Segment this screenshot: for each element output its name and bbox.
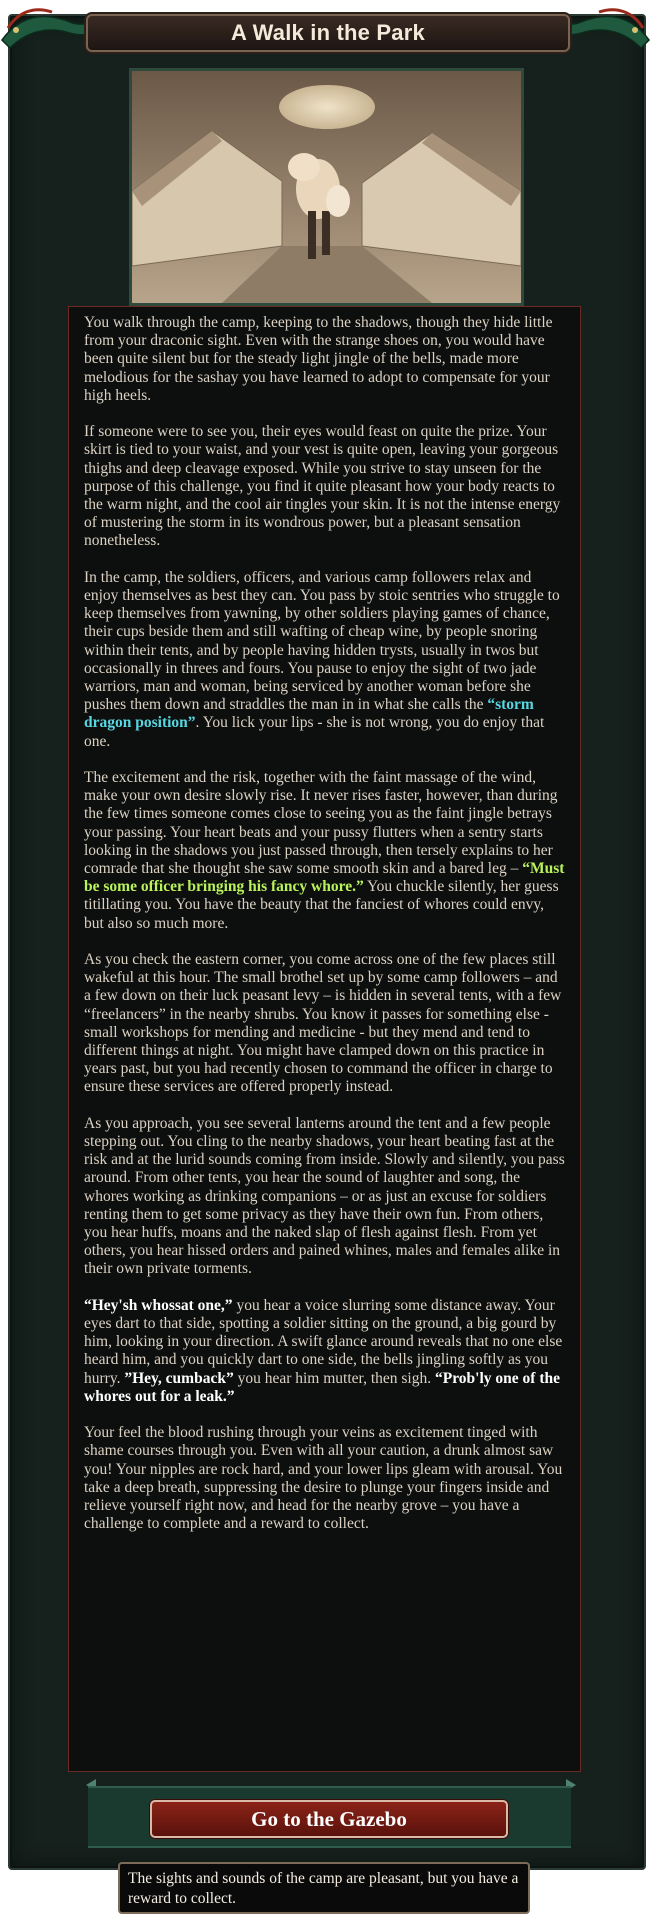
story-text: If someone were to see you, their eyes would feast on quite the prize. Your skirt is tied to your waist, and your vest is quite open, leaving your gorgeous thighs and deep cleavage exposed. While you strive to stay unseen for the purpose of this challenge, you find it quite pleasant how your body reacts to the warm night, and the cool air tingles your skin. It is not the intense energy of mustering the storm in its wondrous power, but a pleasant sensation nonetheless. xyxy=(84,423,561,550)
story-text: you hear him mutter, then sigh. xyxy=(233,1369,435,1387)
story-text: . You lick your lips - she is not wrong, you do enjoy that one. xyxy=(84,714,545,750)
dragon-ornament-left-icon xyxy=(0,0,100,52)
story-text: You walk through the camp, keeping to the shadows, though they hide little from your draconic sight. Even with the strange shoes on, you would have been quite silent but for the steady light jingle of the bells, made more melodious for the sashay you have learned to adopt to compensate for your high heels. xyxy=(84,314,553,404)
story-paragraph xyxy=(84,1297,565,1406)
story-paragraph xyxy=(84,423,565,550)
story-paragraph xyxy=(84,951,565,1097)
dialogue-quote: “Hey'sh whossat one,” xyxy=(84,1296,233,1314)
story-text: You chuckle silently, her guess titillating you. You have the beauty that the fanciest of whores could envy, but also so much more. xyxy=(84,878,559,932)
title-bar xyxy=(86,14,570,52)
dialogue-quote: ”Hey, cumback” xyxy=(124,1369,234,1387)
option-tooltip: The sights and sounds of the camp are pleasant, but you have a reward to collect. xyxy=(118,1862,530,1914)
story-text-panel xyxy=(68,306,581,1772)
story-paragraph xyxy=(84,314,565,405)
go-to-gazebo-button[interactable] xyxy=(150,1800,508,1838)
moonlit-camp-illustration-icon xyxy=(132,71,521,303)
story-text: As you approach, you see several lanterns around the tent and a few people stepping out. You cling to the nearby shadows, your heart beating fast at the risk and at the lurid sounds coming from inside. Slowly and silently, you pass around. From other tents, you hear the sound of laughter and song, the whores working as drinking companions – or as just an excuse for soldiers renting them to get some privacy as they have their own fun. From others, you hear huffs, moans and the naked slap of flesh against flesh. From yet others, you hear hissed orders and pained whines, males and females alike in their own private torments. xyxy=(84,1114,565,1278)
story-paragraph xyxy=(84,1424,565,1533)
option-label: Go to the Gazebo xyxy=(251,1806,407,1831)
dialogue-quote: “Prob'ly one of the whores out for a leak.” xyxy=(84,1369,560,1405)
story-text: you hear a voice slurring some distance away. Your eyes dart to that side, spotting a soldier sitting on the ground, a big gourd by him, looking in your direction. A swift glance around reveals that no one else heard him, and you quickly dart to one side, the bells jingling softly as you hurry. xyxy=(84,1296,563,1387)
story-paragraph xyxy=(84,569,565,751)
story-text: The excitement and the risk, together with the faint massage of the wind, make your own desire slowly rise. It never rises faster, however, than during the few times someone comes close to seeing you as the faint jingle betrays your passing. Your heart beats and your pussy flutters when a sentry starts looking in the shadows you just passed through, then tersely explains to her comrade that she thought she saw some smooth skin and a bared leg – xyxy=(84,769,558,878)
scene-image xyxy=(129,68,524,306)
story-text: In the camp, the soldiers, officers, and various camp followers relax and enjoy themselves as best they can. You pass by stoic sentries who struggle to keep themselves from yawning, by other soldiers playing games of chance, their cups beside them and still wafting of cheap wine, by people snoring within their tents, and by people having hidden trysts, usually in twos but occasionally in threes and fours. You pause to enjoy the sight of two jade warriors, man and woman, being serviced by another woman before she pushes them down and straddles the man in in what she calls the xyxy=(84,568,560,714)
dialogue-quote: “Must be some officer bringing his fancy whore.” xyxy=(84,860,565,896)
highlighted-phrase: “storm dragon position” xyxy=(84,696,534,732)
story-text: Your feel the blood rushing through your veins as excitement tinged with shame courses through you. Even with all your caution, a drunk almost saw you! Your nipples are rock hard, and your lower lips gleam with arousal. You take a deep breath, suppressing the desire to plunge your fingers inside and relieve yourself right now, and head for the nearby grove – you have a challenge to complete and a reward to collect. xyxy=(84,1424,563,1533)
story-text: As you check the eastern corner, you come across one of the few places still wakeful at this hour. The small brothel set up by some camp followers – and a few down on their luck peasant levy – is hidden in several tents, with a few “freelancers” in the nearby shrubs. You know it passes for something else - small workshops for mending and medicine - but they mend and tend to different things at night. You might have clamped down on this practice in years past, but you had recently chosen to command the officer in charge to ensure these services are offered properly instead. xyxy=(84,951,562,1096)
event-title: A Walk in the Park xyxy=(231,20,425,45)
story-paragraph xyxy=(84,1115,565,1279)
story-paragraph xyxy=(84,769,565,933)
